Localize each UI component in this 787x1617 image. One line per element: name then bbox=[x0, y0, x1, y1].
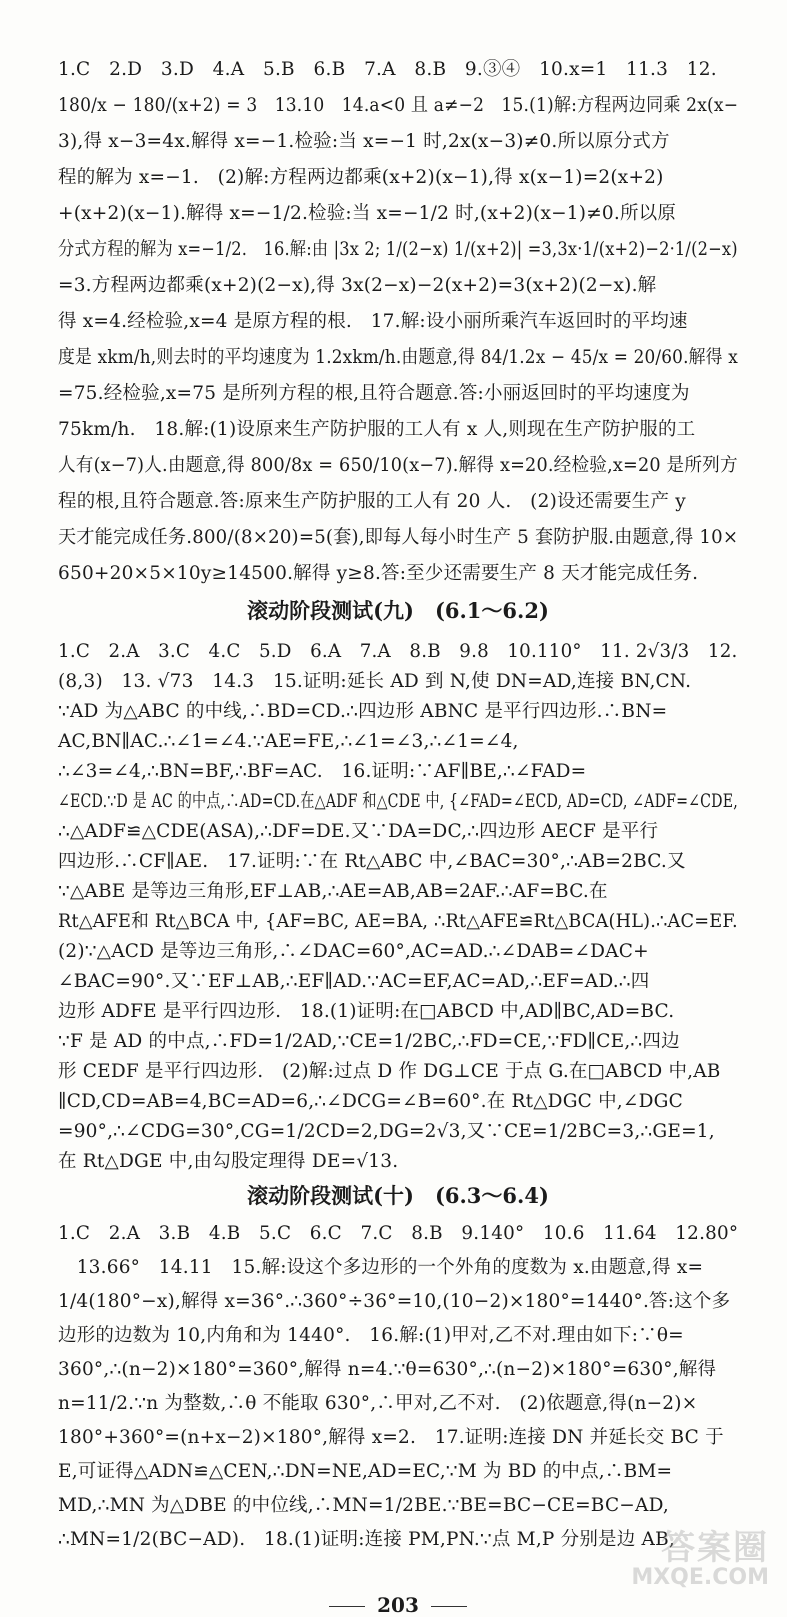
text-line: 程的解为 x=−1. (2)解:方程两边都乘(x+2)(x−1),得 x(x−1)=2(x+2) bbox=[58, 167, 664, 188]
text-line: MD,∴MN 为△DBE 的中位线,∴MN=1/2BE.∵BE=BC−CE=BC−AD, bbox=[58, 1495, 670, 1516]
text-line: 分式方程的解为 x=−1/2. 16.解:由 |3x 2; 1/(2−x) 1/(x+2)| =3,3x·1/(x+2)−2·1/(2−x) bbox=[58, 239, 738, 260]
text-line: ∴∠3=∠4,∴BN=BF,∴BF=AC. 16.证明:∵AF∥BE,∴∠FAD= bbox=[58, 761, 587, 782]
text-line: 在 Rt△DGE 中,由勾股定理得 DE=√13. bbox=[58, 1151, 399, 1172]
text-line: ∥CD,CD=AB=4,BC=AD=6,∴∠DCG=∠B=60°.在 Rt△DGC 中,∠DGC bbox=[58, 1091, 683, 1112]
text-line: ∠BAC=90°.又∵EF⊥AB,∴EF∥AD.∵AC=EF,AC=AD,∴EF=AD.∴四 bbox=[58, 971, 650, 992]
text-line: 度是 xkm/h,则去时的平均速度为 1.2xkm/h.由题意,得 84/1.2x − 45/x = 20/60.解得 x bbox=[58, 347, 738, 368]
text-line: =75.经检验,x=75 是所列方程的根,且符合题意.答:小丽返回时的平均速度为 bbox=[58, 383, 690, 404]
text-line: n=11/2.∵n 为整数,∴θ 不能取 630°,∴甲对,乙不对. (2)依题意,得(n−2)× bbox=[58, 1393, 698, 1414]
watermark-title: 答案圈 bbox=[661, 1528, 769, 1568]
text-line: ∴MN=1/2(BC−AD). 18.(1)证明:连接 PM,PN.∵点 M,P 分别是边 AB, bbox=[58, 1529, 675, 1550]
page-number: 203 bbox=[58, 1593, 738, 1617]
text-line: 四边形.∴CF∥AE. 17.证明:∵在 Rt△ABC 中,∠BAC=30°,∴AB=2BC.又 bbox=[58, 851, 686, 872]
text-line: 13.66° 14.11 15.解:设这个多边形的一个外角的度数为 x.由题意,得 x= bbox=[58, 1257, 704, 1278]
text-line: (8,3) 13. √73 14.3 15.证明:延长 AD 到 N,使 DN=AD,连接 BN,CN. bbox=[58, 671, 692, 692]
text-line: 1.C 2.A 3.C 4.C 5.D 6.A 7.A 8.B 9.8 10.110° 11. 2√3/3 12. bbox=[58, 641, 738, 662]
text-line: 650+20×5×10y≥14500.解得 y≥8.答:至少还需要生产 8 天才能完成任务. bbox=[58, 563, 699, 584]
text-line: 1/4(180°−x),解得 x=36°.∴360°÷36°=10,(10−2)×180°=1440°.答:这个多 bbox=[58, 1291, 731, 1312]
text-line: ∵△ABE 是等边三角形,EF⊥AB,∴AE=AB,AB=2AF.∴AF=BC.在 bbox=[58, 881, 608, 902]
text-line: Rt△AFE和 Rt△BCA 中, {AF=BC, AE=BA, ∴Rt△AFE≌Rt△BCA(HL).∴AC=EF. bbox=[58, 911, 738, 932]
text-line: 程的根,且符合题意.答:原来生产防护服的工人有 20 人. (2)设还需要生产 y bbox=[58, 491, 686, 512]
text-line: 1.C 2.D 3.D 4.A 5.B 6.B 7.A 8.B 9.③④ 10.x=1 11.3 12. bbox=[58, 59, 717, 80]
text-line: 天才能完成任务.800/(8×20)=5(套),即每人每小时生产 5 套防护服.由题意,得 10× bbox=[58, 527, 739, 548]
text-line: 得 x=4.经检验,x=4 是原方程的根. 17.解:设小丽所乘汽车返回时的平均速 bbox=[58, 311, 688, 332]
watermark-logo bbox=[569, 1520, 769, 1590]
text-line: =3.方程两边都乘(x+2)(2−x),得 3x(2−x)−2(x+2)=3(x+2)(2−x).解 bbox=[58, 275, 657, 296]
text-line: 1.C 2.A 3.B 4.B 5.C 6.C 7.C 8.B 9.140° 10.6 11.64 12.80° bbox=[58, 1223, 739, 1244]
text-line: 边形 ADFE 是平行四边形. 18.(1)证明:在□ABCD 中,AD∥BC,AD=BC. bbox=[58, 1001, 675, 1022]
text-line: +(x+2)(x−1).解得 x=−1/2.检验:当 x=−1/2 时,(x+2)(x−1)≠0.所以原 bbox=[58, 203, 677, 224]
text-line: 边形的边数为 10,内角和为 1440°. 16.解:(1)甲对,乙不对.理由如下:∵θ= bbox=[58, 1325, 684, 1346]
text-line: 180/x − 180/(x+2) = 3 13.10 14.a<0 且 a≠−2 15.(1)解:方程两边同乘 2x(x− bbox=[58, 95, 739, 116]
text-line: ∠ECD.∵D 是 AC 的中点,∴AD=CD.在△ADF 和△CDE 中, {∠FAD=∠ECD, AD=CD, ∠ADF=∠CDE, bbox=[58, 791, 738, 812]
text-line: E,可证得△ADN≌△CEN,∴DN=NE,AD=EC,∵M 为 BD 的中点,∴BM= bbox=[58, 1461, 673, 1482]
section-heading-test-10: 滚动阶段测试(十) (6.3～6.4) bbox=[247, 1183, 549, 1208]
text-line: =90°,∴∠CDG=30°,CG=1/2CD=2,DG=2√3,又∵CE=1/2BC=3,∴GE=1, bbox=[58, 1121, 715, 1142]
watermark-url: MXQE.COM bbox=[631, 1565, 769, 1590]
text-line: ∵AD 为△ABC 的中线,∴BD=CD.∴四边形 ABNC 是平行四边形.∴BN= bbox=[58, 701, 668, 722]
text-line: 3),得 x−3=4x.解得 x=−1.检验:当 x=−1 时,2x(x−3)≠0.所以原分式方 bbox=[58, 131, 670, 152]
text-line: (2)∵△ACD 是等边三角形,∴∠DAC=60°,AC=AD.∴∠DAB=∠DAC+ bbox=[58, 941, 649, 962]
text-line: ∴△ADF≌△CDE(ASA),∴DF=DE.又∵DA=DC,∴四边形 AECF 是平行 bbox=[58, 821, 659, 842]
section-heading-test-9: 滚动阶段测试(九) (6.1～6.2) bbox=[247, 598, 549, 623]
text-line: 75km/h. 18.解:(1)设原来生产防护服的工人有 x 人,则现在生产防护服的工 bbox=[58, 419, 696, 440]
text-line: 360°,∴(n−2)×180°=360°,解得 n=4.∵θ=630°,∴(n−2)×180°=630°,解得 bbox=[58, 1359, 717, 1380]
text-line: 人有(x−7)人.由题意,得 800/8x = 650/10(x−7).解得 x=20.经检验,x=20 是所列方 bbox=[58, 455, 738, 476]
text-line: ∵F 是 AD 的中点,∴FD=1/2AD,∵CE=1/2BC,∴FD=CE,∵FD∥CE,∴四边 bbox=[58, 1031, 680, 1052]
text-line: AC,BN∥AC.∴∠1=∠4.∵AE=FE,∴∠1=∠3,∴∠1=∠4, bbox=[58, 731, 519, 752]
text-line: 形 CEDF 是平行四边形. (2)解:过点 D 作 DG⊥CE 于点 G.在□ABCD 中,AB bbox=[58, 1061, 721, 1082]
text-line: 180°+360°=(n+x−2)×180°,解得 x=2. 17.证明:连接 DN 并延长交 BC 于 bbox=[58, 1427, 724, 1448]
